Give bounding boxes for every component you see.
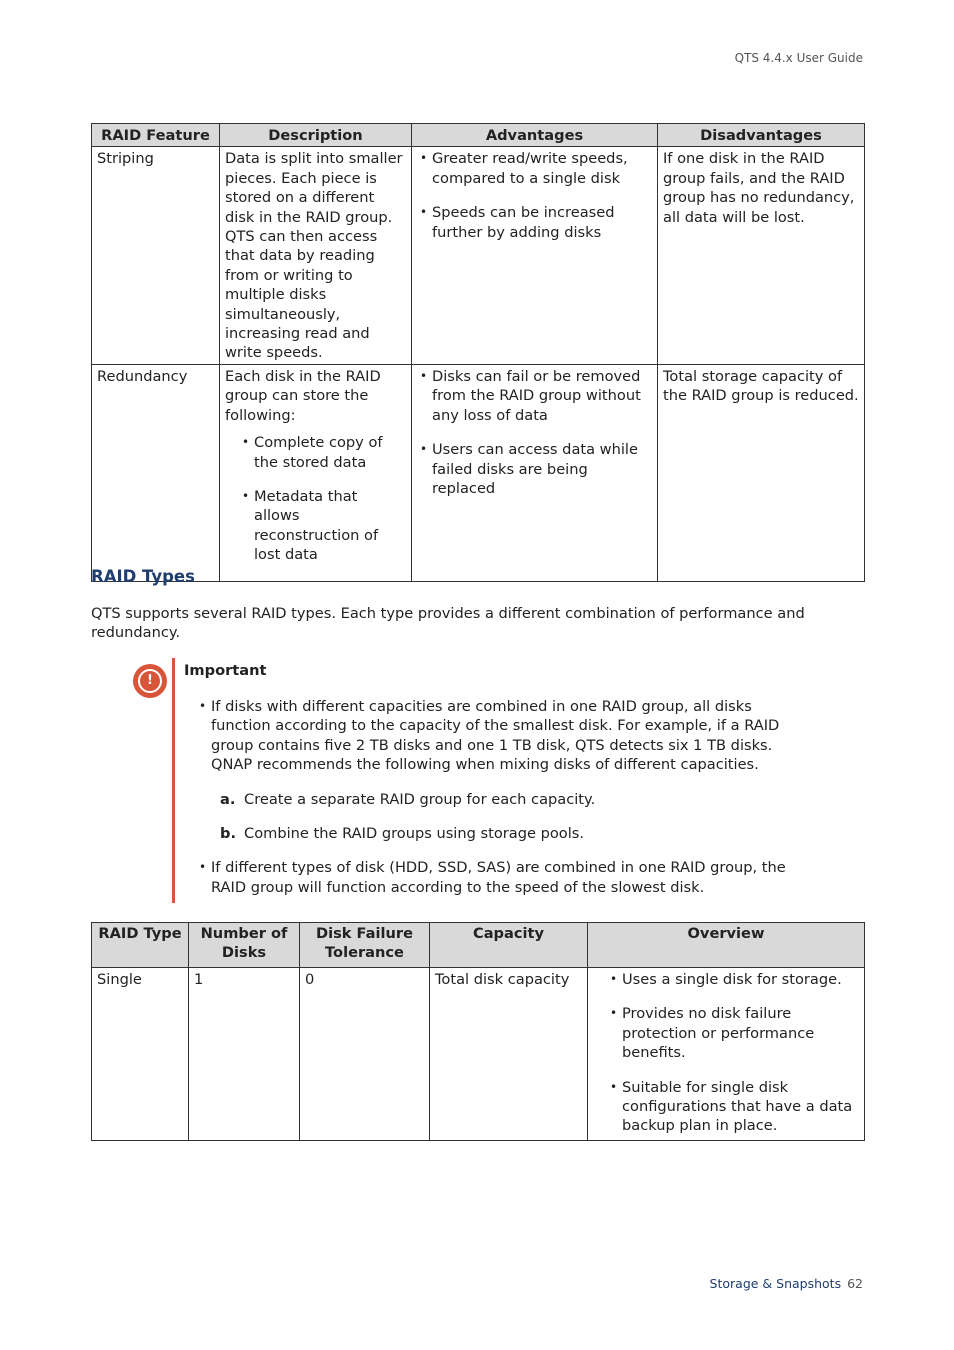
important-item-text: QNAP recommends the following when mixing disks of different capacities.: [211, 756, 759, 774]
list-item: • Suitable for single disk configurations that have a data backup plan in place.: [607, 1078, 859, 1136]
step-letter: b.: [220, 825, 236, 843]
exclamation-icon: !: [133, 664, 167, 698]
table-row: [92, 968, 865, 1141]
col-header: Overview: [588, 923, 865, 968]
col-header: Disadvantages: [658, 124, 865, 147]
list-item: • Greater read/write speeds, compared to a single disk: [417, 149, 652, 188]
description-intro: Each disk in the RAID group can store the following:: [225, 367, 381, 424]
list-item: • Speeds can be increased further by adding disks: [417, 203, 652, 242]
guide-title: QTS 4.4.x User Guide: [734, 51, 863, 65]
col-header: RAID Feature: [92, 124, 220, 147]
step-letter: a.: [220, 790, 236, 808]
table-row: [92, 364, 865, 581]
important-item: • If different types of disk (HDD, SSD, SAS) are combined in one RAID group, the RAID group will function according to the speed of the slowest disk.: [196, 858, 816, 897]
advantages-cell: [412, 147, 658, 364]
important-accent-bar: [172, 658, 175, 903]
important-list: [196, 697, 816, 911]
list-item: • Metadata that allows reconstruction of lost data: [239, 487, 406, 565]
important-title: Important: [184, 662, 267, 679]
footer-section-link[interactable]: Storage & Snapshots: [709, 1276, 842, 1291]
feature-cell: Striping: [92, 147, 220, 364]
list-item: • Users can access data while failed disks are being replaced: [417, 440, 652, 498]
list-item: • Disks can fail or be removed from the RAID group without any loss of data: [417, 367, 652, 425]
step-text: Combine the RAID groups using storage pools.: [244, 825, 585, 843]
raid-types-table: [91, 922, 865, 1141]
raid-feature-table: [91, 123, 865, 582]
table-header-row: [92, 124, 865, 147]
table-row: [92, 147, 865, 364]
col-header: Capacity: [430, 923, 588, 968]
step-item: [220, 790, 816, 809]
raid-type-cell: Single: [92, 968, 189, 1141]
advantages-cell: [412, 364, 658, 581]
col-header: Description: [220, 124, 412, 147]
page-footer: [710, 1276, 863, 1291]
description-cell: Data is split into smaller pieces. Each piece is stored on a different disk in the RAID group. QTS can then access that data by reading from or writing to multiple disks simultaneously, increasing read and write speeds.: [220, 147, 412, 364]
step-text: Create a separate RAID group for each capacity.: [244, 790, 596, 808]
list-item: • Complete copy of the stored data: [239, 433, 406, 472]
step-item: [220, 824, 816, 843]
list-item: • Provides no disk failure protection or performance benefits.: [607, 1004, 859, 1062]
tolerance-cell: 0: [300, 968, 430, 1141]
col-header: RAID Type: [92, 923, 189, 968]
overview-cell: [588, 968, 865, 1141]
col-header: Disk Failure Tolerance: [300, 923, 430, 968]
col-header: Advantages: [412, 124, 658, 147]
page-number: 62: [847, 1276, 863, 1291]
feature-cell: Redundancy: [92, 364, 220, 581]
list-item: • Uses a single disk for storage.: [607, 970, 859, 989]
col-header: Number of Disks: [189, 923, 300, 968]
important-item-text: • If disks with different capacities are combined in one RAID group, all disks function according to the capacity of the smallest disk. For example, if a RAID group contains five 2 TB disks and one 1 TB disk, QTS detects six 1 TB disks.: [211, 698, 780, 754]
important-item: [196, 697, 816, 843]
disks-cell: 1: [189, 968, 300, 1141]
disadvantages-cell: If one disk in the RAID group fails, and the RAID group has no redundancy, all data will be lost.: [658, 147, 865, 364]
capacity-cell: Total disk capacity: [430, 968, 588, 1141]
section-intro: QTS supports several RAID types. Each type provides a different combination of performance and redundancy.: [91, 605, 805, 642]
step-list: [211, 790, 816, 844]
disadvantages-cell: Total storage capacity of the RAID group is reduced.: [658, 364, 865, 581]
description-cell: [220, 364, 412, 581]
section-title: RAID Types: [91, 567, 195, 586]
table-header-row: [92, 923, 865, 968]
